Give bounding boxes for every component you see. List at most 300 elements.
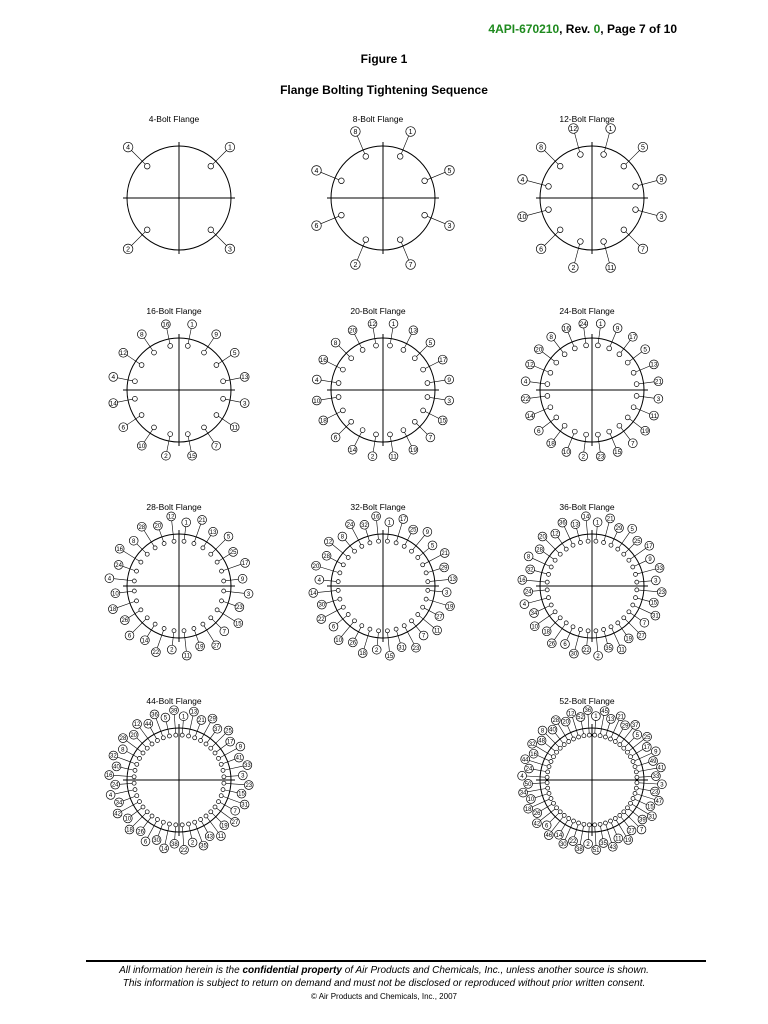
bolt-hole [546,184,552,190]
bolt-leader [205,338,214,351]
bolt-hole [217,800,221,804]
flange-diagram-24-bolt [497,305,677,467]
bolt-leader [195,524,201,542]
bolt-hole [621,163,627,169]
bolt-hole [341,563,345,567]
bolt-hole [562,352,567,357]
sequence-number: 2 [170,647,174,654]
bolt-hole [584,432,589,437]
sequence-number: 24 [111,782,119,789]
sequence-number: 3 [654,578,658,585]
bolt-leader [115,790,133,794]
bolt-leader [148,821,157,837]
sequence-number: 16 [116,546,124,553]
bolt-22 [582,629,591,654]
bolt-hole [548,370,553,375]
bolt-hole [374,432,379,437]
bolt-leader [212,734,225,747]
bolt-leader [534,571,546,574]
bolt-hole [360,624,364,628]
sequence-number: 36 [559,520,566,527]
sequence-number: 30 [570,651,578,658]
sequence-number: 4 [111,374,116,382]
bolt-11 [388,432,398,461]
sequence-number: 13 [650,361,658,369]
bolt-hole [571,543,575,547]
bolt-hole [424,597,428,601]
sequence-number: 37 [631,723,639,729]
bolt-hole [633,207,639,213]
flange-drawing [84,125,274,275]
bolt-hole [135,794,139,798]
sequence-number: 5 [640,144,645,152]
sequence-number: 12 [133,722,141,729]
sequence-number: 47 [655,798,663,805]
sequence-number: 8 [139,331,144,339]
bolt-leader [123,566,135,570]
bolt-leader [530,382,545,384]
bolt-leader [575,631,580,649]
bolt-13 [221,373,249,384]
bolt-leader [639,590,658,592]
bolt-17 [394,515,408,545]
bolt-hole [554,415,559,420]
bolt-hole [133,788,137,792]
bolt-leader [182,721,183,734]
sequence-number: 13 [209,529,217,536]
sequence-number: 23 [245,783,253,790]
sequence-number: 30 [153,838,160,845]
bolt-hole [360,428,365,433]
bolt-hole [155,818,159,822]
bolt-hole [547,791,551,795]
bolt-hole [545,394,550,399]
bolt-hole [609,819,613,823]
bolt-hole [152,350,157,355]
bolt-leader [373,328,375,343]
sequence-number: 15 [386,653,394,660]
bolt-26 [533,801,556,817]
bolt-23 [635,588,666,597]
sequence-number: 19 [220,823,228,830]
sequence-number: 3 [659,214,664,222]
bolt-hole [161,820,165,824]
sequence-number: 7 [233,808,237,815]
bolt-hole [338,571,342,575]
sequence-number: 28 [536,547,543,554]
bolt-hole [336,588,340,592]
page-number: , Page 7 of 10 [600,22,677,36]
bolt-4 [312,166,345,184]
sequence-number: 8 [333,339,338,347]
bolt-hole [394,627,398,631]
bolt-leader [530,396,545,398]
bolt-hole [424,571,428,575]
bolt-hole [220,599,224,603]
bolt-hole [421,408,426,413]
bolt-hole [150,814,154,818]
bolt-16 [105,771,136,780]
bolt-hole [412,356,417,361]
bolt-hole [221,788,225,792]
bolt-3 [222,771,247,780]
sequence-number: 6 [314,223,319,230]
bolt-9 [425,375,454,385]
sequence-number: 19 [446,604,454,611]
bolt-14 [582,512,591,543]
bolt-hole [182,539,186,543]
sequence-number: 9 [654,749,658,756]
bolt-hole [609,543,613,547]
sequence-number: 1 [184,520,188,527]
bolt-2 [123,227,150,254]
bolt-33 [634,564,665,577]
bolt-leader [535,794,547,798]
sequence-number: 15 [439,417,447,425]
bolt-6 [119,413,144,432]
bolt-leader [223,759,235,763]
bolt-32 [360,520,372,545]
bolt-4 [518,771,549,780]
bolt-hole [215,608,219,612]
bolt-hole [586,539,590,543]
bolt-leader [637,598,649,601]
bolt-hole [547,572,551,576]
bolt-leader [405,628,414,644]
bolt-leader [588,715,589,734]
bolt-hole [199,739,203,743]
bolt-22 [521,394,550,404]
flange-diagram-44-bolt [84,695,264,857]
bolt-leader [144,338,153,351]
bolt-hole [339,178,345,184]
bolt-leader [226,591,245,593]
bolt-hole [202,425,207,430]
bolt-leader [172,633,173,646]
bolt-14 [141,622,158,645]
bolt-7 [202,425,221,450]
sequence-number: 9 [425,530,430,536]
bolt-29 [613,721,629,744]
flange-label: 16-Bolt Flange [146,306,202,316]
bolt-hole [555,806,559,810]
sequence-number: 35 [605,645,612,652]
sequence-number: 4 [126,144,131,152]
bolt-hole [336,381,341,386]
bolt-hole [135,762,139,766]
bolt-hole [545,775,549,779]
bolt-hole [144,163,150,169]
bolt-32 [526,565,551,576]
bolt-hole [607,346,612,351]
bolt-hole [627,558,631,562]
bolt-29 [609,524,623,548]
bolt-hole [634,786,638,790]
bolt-1 [592,712,601,737]
bolt-hole [635,588,639,592]
bolt-4 [518,175,552,190]
bolt-11 [214,413,239,432]
bolt-hole [633,184,639,190]
sequence-number: 1 [391,321,396,329]
sequence-number: 7 [639,827,644,834]
sequence-number: 6 [121,424,126,432]
flange-label: 28-Bolt Flange [146,502,202,512]
bolt-hole [631,760,635,764]
bolt-hole [555,750,559,754]
bolt-leader [604,523,609,541]
sequence-number: 34 [530,611,538,618]
bolt-14 [348,428,365,454]
sequence-number: 10 [518,214,527,222]
bolt-41 [219,753,243,766]
bolt-hole [422,178,428,184]
sequence-number: 28 [323,553,330,560]
bolt-hole [631,370,636,375]
bolt-13 [426,575,457,584]
bolt-hole [336,580,340,584]
bolt-hole [587,733,591,737]
sequence-number: 6 [536,428,541,436]
bolt-leader [388,633,390,652]
sequence-number: 31 [398,645,405,652]
sequence-number: 2 [164,453,168,460]
sequence-number: 11 [618,647,625,654]
bolt-leader [213,232,227,246]
bolt-21 [193,716,206,740]
bolt-leader [218,416,231,425]
sequence-number: 14 [582,514,590,521]
sequence-number: 36 [584,708,592,715]
bolt-9 [222,574,247,583]
sequence-number: 5 [430,543,435,550]
bolt-hole [174,823,178,827]
bolt-hole [153,546,157,550]
bolt-hole [219,762,223,766]
sequence-number: 22 [180,847,188,854]
bolt-leader [390,437,392,452]
sequence-number: 10 [531,624,539,631]
bolt-hole [421,605,425,609]
sequence-number: 15 [238,791,245,798]
sequence-number: 24 [115,563,122,569]
bolt-leader [226,378,241,381]
bolt-30 [152,820,165,844]
bolt-50 [524,780,549,789]
bolt-hole [208,227,214,233]
bolt-36 [583,706,592,737]
bolt-leader [428,569,440,573]
flange-drawing [84,513,274,663]
sequence-number: 23 [412,645,420,652]
bolt-leader [637,569,655,574]
sequence-number: 20 [130,732,138,739]
bolt-hole [546,770,550,774]
bolt-leader [610,332,616,346]
bolt-leader [612,532,617,543]
sequence-number: 49 [649,759,657,766]
bolt-hole [221,379,226,384]
sequence-number: 3 [447,397,452,405]
bolt-hole [634,572,638,576]
bolt-hole [180,733,184,737]
bolt-hole [618,813,622,817]
bolt-10 [137,425,156,450]
bolt-1 [596,319,606,348]
bolt-leader [430,397,445,399]
bolt-leader [189,716,193,734]
bolt-21 [634,377,663,387]
bolt-39 [170,706,179,737]
bolt-leader [595,721,596,734]
bolt-25 [215,548,238,565]
bolt-5 [214,348,239,367]
bolt-leader [568,332,574,346]
bolt-leader [172,521,174,540]
bolt-hole [133,396,138,401]
flange-drawing [497,125,687,275]
sequence-number: 23 [597,453,605,461]
bolt-hole [549,797,553,801]
bolt-hole [182,629,186,633]
sequence-number: 1 [190,321,194,329]
bolt-1 [185,320,196,348]
bolt-leader [637,762,649,766]
sequence-number: 25 [643,734,651,741]
bolt-leader [639,783,658,784]
bolt-15 [385,629,394,660]
bolt-10 [312,395,341,405]
bolt-hole [617,352,622,357]
bolt-hole [631,405,636,410]
bolt-hole [425,381,430,386]
bolt-4 [123,142,150,169]
sequence-number: 7 [640,246,645,254]
sequence-number: 5 [447,167,452,175]
bolt-hole [346,613,350,617]
bolt-hole [594,629,598,633]
bolt-12 [167,512,176,543]
sequence-number: 24 [524,589,532,596]
bolt-hole [577,735,581,739]
flange-label: 44-Bolt Flange [146,696,202,706]
sequence-number: 29 [621,723,629,730]
bolt-19 [625,415,649,435]
bolt-leader [625,738,634,747]
rev-prefix: , Rev. [559,22,594,36]
bolt-18 [358,627,372,657]
sequence-number: 26 [349,640,357,647]
bolt-hole [572,346,577,351]
bolt-leader [534,366,548,372]
sequence-number: 9 [214,331,219,339]
bolt-leader [568,726,573,737]
sequence-number: 25 [229,550,237,556]
bolt-10 [111,589,136,598]
bolt-hole [346,556,350,560]
sequence-number: 2 [126,246,131,254]
bolt-hole [635,580,639,584]
bolt-5 [625,345,649,365]
sequence-number: 19 [641,428,649,436]
sequence-number: 4 [314,167,319,175]
bolt-19 [424,597,454,611]
bolt-hole [412,419,417,424]
bolt-leader [635,799,646,804]
bolt-2 [584,823,593,848]
bolt-hole [572,819,576,823]
bolt-leader [174,715,175,734]
sequence-number: 29 [615,526,623,533]
bolt-leader [527,580,546,582]
bolt-leader [226,399,241,402]
bolt-hole [363,154,369,160]
sequence-number: 13 [607,717,615,723]
bolt-leader [121,767,133,770]
bolt-3 [208,227,235,254]
bolt-13 [603,715,615,740]
bolt-5 [621,142,648,169]
sequence-number: 3 [445,590,449,597]
sequence-number: 22 [521,396,530,403]
bolt-hole [132,775,136,779]
bolt-hole [221,768,225,772]
sequence-number: 20 [562,719,570,726]
sequence-number: 7 [421,633,426,640]
bolt-hole [578,541,582,545]
sequence-number: 40 [549,727,556,734]
bolt-leader [639,776,652,777]
bolt-leader [321,380,336,382]
bolt-leader [223,564,241,570]
bolt-leader [318,591,337,593]
bolt-hole [584,343,589,348]
bolt-20 [348,326,365,352]
bolt-leader [195,724,199,736]
bolt-leader [144,429,153,442]
bolt-leader [574,825,578,837]
bolt-18 [547,423,567,447]
bolt-6 [536,227,563,254]
bolt-26 [120,608,143,625]
bolt-leader [626,151,640,165]
sequence-number: 28 [119,736,127,743]
bolt-3 [634,394,663,404]
bolt-2 [351,237,369,270]
bolt-leader [120,783,133,784]
sequence-number: 27 [638,633,645,640]
bolt-hole [616,621,620,625]
sequence-number: 11 [183,653,190,660]
bolt-hole [545,580,549,584]
bolt-16 [562,324,577,351]
bolt-8 [536,142,563,169]
bolt-23 [220,599,244,612]
bolt-leader [596,633,598,652]
bolt-hole [594,539,598,543]
sequence-number: 23 [658,590,666,597]
bolt-hole [625,360,630,365]
bolt-leader [528,789,546,792]
sequence-number: 28 [138,524,146,531]
sequence-number: 6 [545,823,549,830]
bolt-hole [141,751,145,755]
sequence-number: 14 [555,832,563,839]
bolt-hole [416,613,420,617]
bolt-15 [421,408,447,425]
bolt-2 [594,629,603,660]
sequence-number: 16 [372,514,380,521]
